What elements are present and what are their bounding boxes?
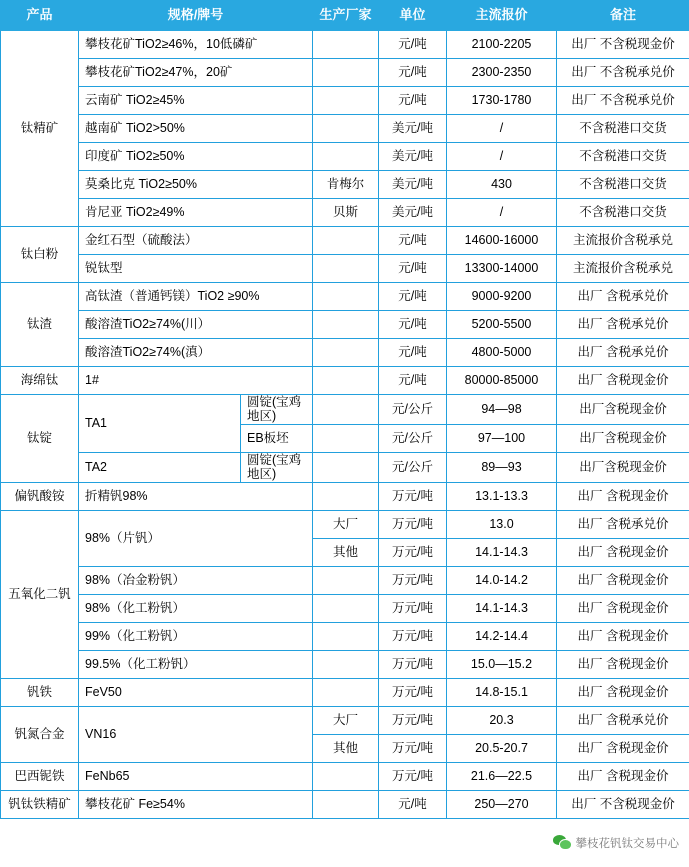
cell-spec: 98%（冶金粉钒） <box>79 566 313 594</box>
cell-product: 钛精矿 <box>1 31 79 227</box>
cell-price: 13.0 <box>447 510 557 538</box>
cell-remark: 出厂 不含税现金价 <box>557 790 689 818</box>
table-row <box>1 143 689 171</box>
cell-remark: 出厂 不含税现金价 <box>557 31 689 59</box>
cell-price: 250—270 <box>447 790 557 818</box>
cell-unit: 美元/吨 <box>379 199 447 227</box>
cell-unit: 元/吨 <box>379 227 447 255</box>
cell-unit: 元/吨 <box>379 367 447 395</box>
cell-manufacturer <box>313 452 379 482</box>
cell-remark: 出厂含税现金价 <box>557 424 689 452</box>
cell-unit: 万元/吨 <box>379 538 447 566</box>
cell-manufacturer <box>313 339 379 367</box>
table-row <box>1 622 689 650</box>
cell-remark: 出厂 含税承兑价 <box>557 311 689 339</box>
cell-price: 80000-85000 <box>447 367 557 395</box>
cell-remark: 出厂 含税现金价 <box>557 650 689 678</box>
cell-price: 89—93 <box>447 452 557 482</box>
table-row <box>1 255 689 283</box>
cell-manufacturer: 肯梅尔 <box>313 171 379 199</box>
cell-price: 97—100 <box>447 424 557 452</box>
cell-price: / <box>447 115 557 143</box>
cell-manufacturer <box>313 31 379 59</box>
table-row <box>1 650 689 678</box>
column-header-spec: 规格/牌号 <box>79 1 313 31</box>
cell-product: 钛渣 <box>1 283 79 367</box>
cell-product: 偏钒酸铵 <box>1 482 79 510</box>
cell-unit: 元/吨 <box>379 283 447 311</box>
table-header-row <box>1 1 689 31</box>
cell-remark: 出厂 含税承兑价 <box>557 283 689 311</box>
cell-unit: 美元/吨 <box>379 143 447 171</box>
table-row <box>1 283 689 311</box>
cell-price: 13.1-13.3 <box>447 482 557 510</box>
cell-remark: 不含税港口交货 <box>557 171 689 199</box>
cell-unit: 元/吨 <box>379 255 447 283</box>
cell-remark: 出厂 不含税承兑价 <box>557 87 689 115</box>
cell-spec: 攀枝花矿TiO2≥47%，20矿 <box>79 59 313 87</box>
cell-spec: 99%（化工粉钒） <box>79 622 313 650</box>
table-row <box>1 311 689 339</box>
cell-unit: 万元/吨 <box>379 510 447 538</box>
cell-spec: 锐钛型 <box>79 255 313 283</box>
cell-manufacturer <box>313 424 379 452</box>
cell-manufacturer <box>313 678 379 706</box>
cell-product: 钒氮合金 <box>1 706 79 762</box>
cell-unit: 万元/吨 <box>379 706 447 734</box>
cell-price: 20.3 <box>447 706 557 734</box>
cell-spec: 肯尼亚 TiO2≥49% <box>79 199 313 227</box>
table-row <box>1 339 689 367</box>
cell-spec: 折精钒98% <box>79 482 313 510</box>
cell-product: 巴西铌铁 <box>1 762 79 790</box>
cell-price: 14.2-14.4 <box>447 622 557 650</box>
cell-price: 2100-2205 <box>447 31 557 59</box>
cell-unit: 元/公斤 <box>379 424 447 452</box>
cell-product: 五氧化二钒 <box>1 510 79 678</box>
cell-price: 14.1-14.3 <box>447 594 557 622</box>
cell-manufacturer <box>313 790 379 818</box>
cell-unit: 元/公斤 <box>379 452 447 482</box>
cell-remark: 出厂 含税现金价 <box>557 734 689 762</box>
cell-price: 14600-16000 <box>447 227 557 255</box>
cell-spec-detail: 圆锭(宝鸡地区) <box>241 395 313 425</box>
cell-price: 14.8-15.1 <box>447 678 557 706</box>
cell-manufacturer <box>313 255 379 283</box>
cell-price: 14.0-14.2 <box>447 566 557 594</box>
cell-remark: 出厂 含税承兑价 <box>557 339 689 367</box>
cell-remark: 出厂 含税承兑价 <box>557 510 689 538</box>
cell-manufacturer: 其他 <box>313 734 379 762</box>
cell-unit: 元/吨 <box>379 339 447 367</box>
cell-product: 钒铁 <box>1 678 79 706</box>
table-row <box>1 452 689 482</box>
cell-unit: 元/吨 <box>379 31 447 59</box>
cell-price: 5200-5500 <box>447 311 557 339</box>
table-row <box>1 395 689 425</box>
table-row <box>1 227 689 255</box>
cell-spec-detail: EB板坯 <box>241 424 313 452</box>
cell-remark: 出厂 含税现金价 <box>557 622 689 650</box>
cell-price: 4800-5000 <box>447 339 557 367</box>
table-row <box>1 510 689 538</box>
cell-unit: 万元/吨 <box>379 566 447 594</box>
cell-spec: 酸溶渣TiO2≥74%(川） <box>79 311 313 339</box>
cell-spec: FeV50 <box>79 678 313 706</box>
cell-spec: 99.5%（化工粉钒） <box>79 650 313 678</box>
table-header <box>1 1 689 31</box>
cell-remark: 出厂含税现金价 <box>557 452 689 482</box>
cell-price: 2300-2350 <box>447 59 557 87</box>
cell-spec: 98%（化工粉钒） <box>79 594 313 622</box>
cell-price: 9000-9200 <box>447 283 557 311</box>
cell-spec: VN16 <box>79 706 313 762</box>
cell-manufacturer <box>313 283 379 311</box>
cell-spec: FeNb65 <box>79 762 313 790</box>
cell-price: 21.6—22.5 <box>447 762 557 790</box>
cell-price: 13300-14000 <box>447 255 557 283</box>
table-row <box>1 115 689 143</box>
cell-manufacturer <box>313 311 379 339</box>
column-header-price: 主流报价 <box>447 1 557 31</box>
cell-spec: TA2 <box>79 452 241 482</box>
cell-remark: 出厂 含税现金价 <box>557 594 689 622</box>
cell-product: 钒钛铁精矿 <box>1 790 79 818</box>
cell-manufacturer <box>313 87 379 115</box>
cell-remark: 不含税港口交货 <box>557 115 689 143</box>
cell-price: 15.0—15.2 <box>447 650 557 678</box>
cell-remark: 出厂 含税现金价 <box>557 538 689 566</box>
cell-price: 94—98 <box>447 395 557 425</box>
cell-price: 1730-1780 <box>447 87 557 115</box>
cell-unit: 万元/吨 <box>379 622 447 650</box>
cell-manufacturer <box>313 395 379 425</box>
cell-spec: 莫桑比克 TiO2≥50% <box>79 171 313 199</box>
table-row <box>1 762 689 790</box>
cell-manufacturer <box>313 622 379 650</box>
cell-unit: 万元/吨 <box>379 734 447 762</box>
cell-unit: 万元/吨 <box>379 762 447 790</box>
cell-manufacturer <box>313 115 379 143</box>
cell-unit: 美元/吨 <box>379 171 447 199</box>
footer-brand-label: 攀枝花钒钛交易中心 <box>576 835 680 851</box>
cell-spec: 云南矿 TiO2≥45% <box>79 87 313 115</box>
cell-spec-detail: 圆锭(宝鸡地区) <box>241 452 313 482</box>
cell-product: 钛白粉 <box>1 227 79 283</box>
cell-manufacturer: 其他 <box>313 538 379 566</box>
cell-manufacturer <box>313 482 379 510</box>
table-row <box>1 171 689 199</box>
table-row <box>1 594 689 622</box>
footer-brand <box>553 835 680 851</box>
footer <box>0 819 689 867</box>
cell-unit: 万元/吨 <box>379 594 447 622</box>
cell-spec: 越南矿 TiO2>50% <box>79 115 313 143</box>
cell-manufacturer <box>313 59 379 87</box>
cell-unit: 元/吨 <box>379 311 447 339</box>
cell-price: / <box>447 143 557 171</box>
cell-remark: 出厂 含税现金价 <box>557 367 689 395</box>
cell-spec: 金红石型（硫酸法） <box>79 227 313 255</box>
cell-manufacturer <box>313 594 379 622</box>
cell-unit: 元/吨 <box>379 87 447 115</box>
table-row <box>1 59 689 87</box>
cell-remark: 出厂 含税现金价 <box>557 482 689 510</box>
cell-unit: 万元/吨 <box>379 650 447 678</box>
cell-manufacturer <box>313 762 379 790</box>
cell-product: 钛锭 <box>1 395 79 483</box>
cell-spec: 高钛渣（普通钙镁）TiO2 ≥90% <box>79 283 313 311</box>
table-row <box>1 566 689 594</box>
cell-manufacturer: 大厂 <box>313 706 379 734</box>
column-header-product: 产品 <box>1 1 79 31</box>
cell-remark: 出厂含税现金价 <box>557 395 689 425</box>
cell-spec: 酸溶渣TiO2≥74%(滇） <box>79 339 313 367</box>
table-row <box>1 482 689 510</box>
column-header-unit: 单位 <box>379 1 447 31</box>
cell-manufacturer: 贝斯 <box>313 199 379 227</box>
cell-remark: 主流报价含税承兑 <box>557 227 689 255</box>
column-header-manufacturer: 生产厂家 <box>313 1 379 31</box>
table-row <box>1 790 689 818</box>
cell-manufacturer <box>313 227 379 255</box>
cell-spec: 98%（片钒） <box>79 510 313 566</box>
cell-unit: 元/公斤 <box>379 395 447 425</box>
cell-remark: 出厂 不含税承兑价 <box>557 59 689 87</box>
cell-unit: 元/吨 <box>379 790 447 818</box>
cell-remark: 出厂 含税现金价 <box>557 678 689 706</box>
cell-remark: 主流报价含税承兑 <box>557 255 689 283</box>
cell-manufacturer <box>313 367 379 395</box>
wechat-icon <box>553 835 571 850</box>
table-body <box>1 31 689 819</box>
table-row <box>1 199 689 227</box>
cell-remark: 出厂 含税承兑价 <box>557 706 689 734</box>
table-row <box>1 706 689 734</box>
cell-price: 430 <box>447 171 557 199</box>
cell-spec: 攀枝花矿 Fe≥54% <box>79 790 313 818</box>
table-row <box>1 367 689 395</box>
cell-spec: 攀枝花矿TiO2≥46%，10低磷矿 <box>79 31 313 59</box>
cell-remark: 不含税港口交货 <box>557 143 689 171</box>
cell-product: 海绵钛 <box>1 367 79 395</box>
cell-price: 20.5-20.7 <box>447 734 557 762</box>
table-row <box>1 31 689 59</box>
cell-manufacturer <box>313 650 379 678</box>
cell-manufacturer <box>313 566 379 594</box>
cell-price: 14.1-14.3 <box>447 538 557 566</box>
cell-spec: 1# <box>79 367 313 395</box>
cell-spec: 印度矿 TiO2≥50% <box>79 143 313 171</box>
cell-unit: 美元/吨 <box>379 115 447 143</box>
table-row <box>1 678 689 706</box>
cell-unit: 万元/吨 <box>379 678 447 706</box>
cell-unit: 万元/吨 <box>379 482 447 510</box>
cell-manufacturer <box>313 143 379 171</box>
cell-spec: TA1 <box>79 395 241 453</box>
cell-manufacturer: 大厂 <box>313 510 379 538</box>
cell-remark: 不含税港口交货 <box>557 199 689 227</box>
cell-price: / <box>447 199 557 227</box>
table-row <box>1 87 689 115</box>
cell-remark: 出厂 含税现金价 <box>557 762 689 790</box>
cell-remark: 出厂 含税现金价 <box>557 566 689 594</box>
column-header-remark: 备注 <box>557 1 689 31</box>
cell-unit: 元/吨 <box>379 59 447 87</box>
